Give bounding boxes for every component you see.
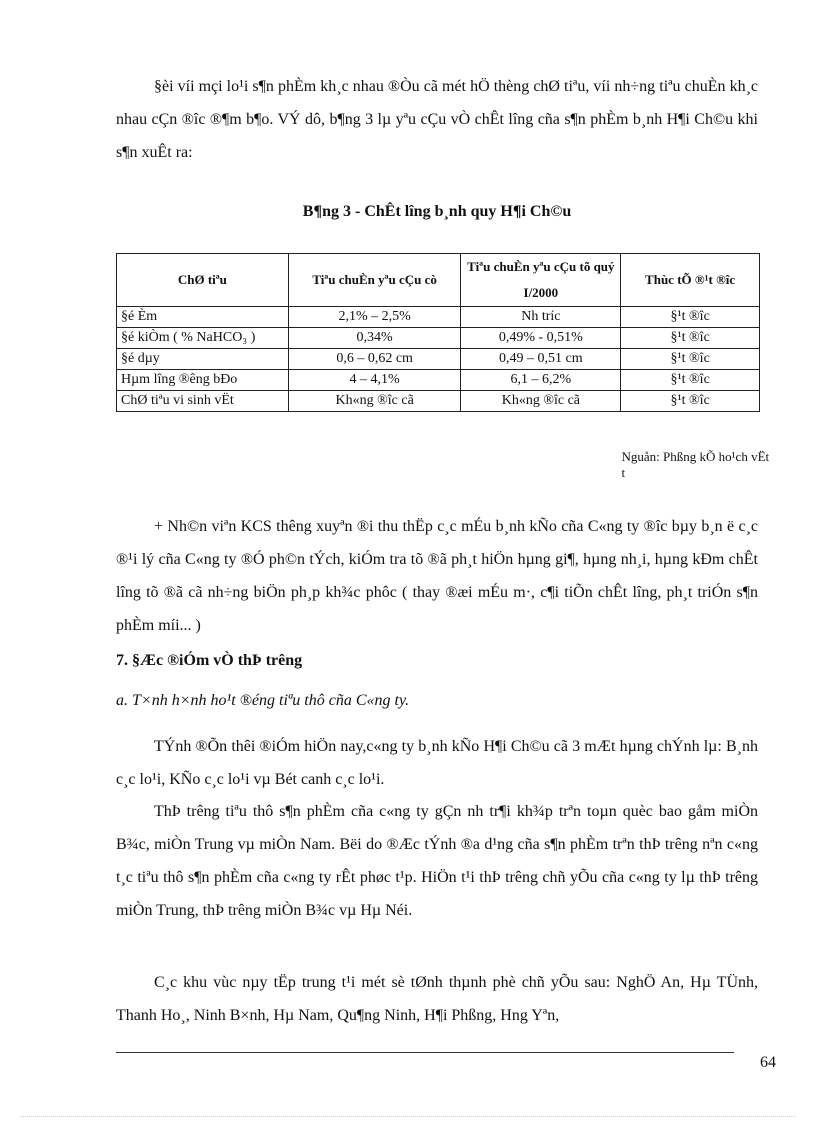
table-cell: §¹t ®îc xyxy=(621,307,760,328)
footer-divider xyxy=(116,1052,734,1053)
table-cell: 2,1% – 2,5% xyxy=(288,307,461,328)
body-paragraph: ThÞ trêng tiªu thô s¶n phÈm cña c«ng ty gÇn nh tr¶i kh¾p trªn toµn quèc bao gåm miÒn B¾c, miÒn Trung vµ miÒn Nam. Bëi do ®Æc tÝnh ®a d¹ng cña s¶n phÈm trªn thÞ trêng nªn c«ng t¸c tiªu thô s¶n phÈm cña c«ng ty rÊt phøc t¹p. HiÖn t¹i thÞ trêng chñ yÕu cña c«ng ty lµ thÞ trêng miÒn Trung, thÞ trêng miÒn B¾c vµ Hµ Néi. xyxy=(116,803,758,919)
section-subheading: a. T×nh h×nh ho¹t ®éng tiªu thô cña C«ng ty. xyxy=(116,692,410,709)
body-paragraph: C¸c khu vùc nµy tËp trung t¹i mét sè tØnh thµnh phè chñ yÕu sau: NghÖ An, Hµ TÜnh, Thanh Ho¸, Ninh B×nh, Hµ Nam, Qu¶ng Ninh, H¶i Phßng, Hng Yªn, xyxy=(116,974,758,1024)
page-number: 64 xyxy=(760,1054,776,1071)
column-header: ChØ tiªu xyxy=(117,254,289,307)
intro-paragraph: §èi víi mçi lo¹i s¶n phÈm kh¸c nhau ®Òu cã mét hÖ thèng chØ tiªu, víi nh÷ng tiªu chuÈn kh¸c nhau cÇn ®îc ®¶m b¶o. VÝ dô, b¶ng 3 lµ yªu cÇu vÒ chÊt lîng cña s¶n phÈm b¸nh H¶i Ch©u khi s¶n xuÊt ra: xyxy=(116,78,758,161)
table-cell: §¹t ®îc xyxy=(621,349,760,370)
table-row xyxy=(117,391,760,412)
table-row xyxy=(117,328,760,349)
table-cell: 0,49% - 0,51% xyxy=(461,328,621,349)
table-cell: Kh«ng ®îc cã xyxy=(461,391,621,412)
table-caption: B¶ng 3 - ChÊt lîng b¸nh quy H¶i Ch©u xyxy=(302,203,572,220)
section-heading: 7. §Æc ®iÓm vÒ thÞ trêng xyxy=(116,652,303,669)
table-row xyxy=(117,307,760,328)
table-cell: Kh«ng ®îc cã xyxy=(288,391,461,412)
table-cell: §é dµy xyxy=(117,349,289,370)
table-cell: 0,34% xyxy=(288,328,461,349)
table-cell: §¹t ®îc xyxy=(621,391,760,412)
table-cell: 0,49 – 0,51 cm xyxy=(461,349,621,370)
kcs-paragraph: + Nh©n viªn KCS thêng xuyªn ®i thu thËp c¸c mÉu b¸nh kÑo cña C«ng ty ®îc bµy b¸n ë c¸c ®¹i lý cña C«ng ty ®Ó ph©n tÝch, kiÓm tra tõ ®ã ph¸t hiÖn hµng gi¶, hµng nh¸i, hµng kÐm chÊt lîng tõ ®ã cã nh÷ng biÖn ph¸p kh¾c phôc ( thay ®æi mÉu m·, c¶i tiÕn chÊt lîng, ph¸t triÓn s¶n phÈm míi... ) xyxy=(116,518,758,634)
table-cell: §¹t ®îc xyxy=(621,328,760,349)
table-cell: ChØ tiªu vi sinh vËt xyxy=(117,391,289,412)
quality-table xyxy=(116,253,760,412)
page-bottom-edge xyxy=(20,1116,796,1117)
table-cell: §é Èm xyxy=(117,307,289,328)
table-cell: Hµm lîng ®êng bÐo xyxy=(117,370,289,391)
column-header: Tiªu chuÈn yªu cÇu cò xyxy=(288,254,461,307)
body-paragraph: TÝnh ®Õn thêi ®iÓm hiÖn nay,c«ng ty b¸nh kÑo H¶i Ch©u cã 3 mÆt hµng chÝnh lµ: B¸nh c¸c lo¹i, KÑo c¸c lo¹i vµ Bét canh c¸c lo¹i. xyxy=(116,738,758,788)
table-header-row xyxy=(117,254,760,307)
table-row xyxy=(117,349,760,370)
table-cell: §é kiÒm ( % NaHCO₃ ) xyxy=(117,328,289,349)
table-source-note: Nguån: Phßng kÕ ho¹ch vËt t xyxy=(621,449,770,480)
table-cell: 0,6 – 0,62 cm xyxy=(288,349,461,370)
table-cell: Nh tríc xyxy=(461,307,621,328)
table-row xyxy=(117,370,760,391)
column-header: Thùc tÕ ®¹t ®îc xyxy=(621,254,760,307)
table-cell: §¹t ®îc xyxy=(621,370,760,391)
column-header: Tiªu chuÈn yªu cÇu tõ quý I/2000 xyxy=(461,254,621,307)
table-cell: 6,1 – 6,2% xyxy=(461,370,621,391)
table-cell: 4 – 4,1% xyxy=(288,370,461,391)
